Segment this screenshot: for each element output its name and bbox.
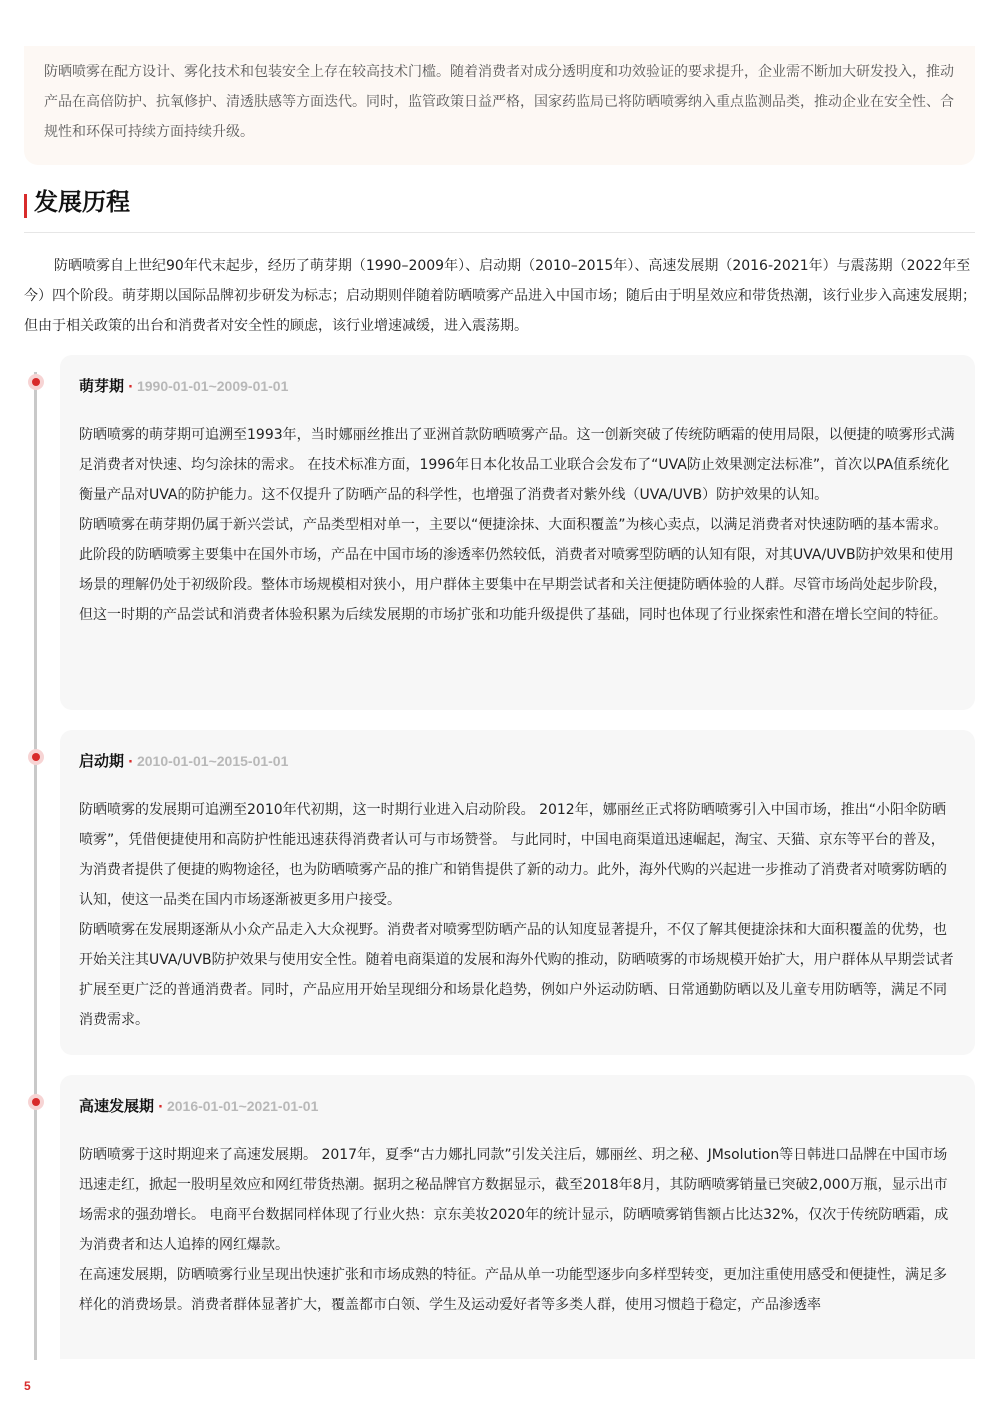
phase-name: 启动期 <box>79 752 125 770</box>
phase-separator: · <box>128 380 133 395</box>
phase-date: 2016-01-01~2021-01-01 <box>166 1098 319 1114</box>
section-title: 发展历程 <box>34 188 130 216</box>
timeline-line <box>34 372 37 1360</box>
phase-name: 高速发展期 <box>79 1097 155 1115</box>
timeline-dot-icon <box>28 1094 44 1110</box>
phase-separator: · <box>158 1100 163 1115</box>
timeline-dot-icon <box>28 374 44 390</box>
phase-card <box>60 1075 975 1359</box>
phase-paragraph: 防晒喷雾于这时期迎来了高速发展期。 2017年，夏季“古力娜扎同款”引发关注后，娜丽丝、玥之秘、JMsolution等日韩进口品牌在中国市场迅速走红，掀起一股明星效应和网红带货热潮。据玥之秘品牌官方数据显示，截至2018年8月，其防晒喷雾销量已突破2,000万瓶，显示出市场需求的强劲增长。 电商平台数据同样体现了行业火热：京东美妆2020年的统计显示，防晒喷雾销售额占比达32%，仅次于传统防晒霜，成为消费者和达人追捧的网红爆款。 <box>79 1147 949 1253</box>
phase-paragraph: 防晒喷雾在发展期逐渐从小众产品走入大众视野。消费者对喷雾型防晒产品的认知度显著提升，不仅了解其便捷涂抹和大面积覆盖的优势，也开始关注其UVA/UVB防护效果与使用安全性。随着电商渠道的发展和海外代购的推动，防晒喷雾的市场规模开始扩大，用户群体从早期尝试者扩展至更广泛的普通消费者。同时，产品应用开始呈现细分和场景化趋势，例如户外运动防晒、日常通勤防晒以及儿童专用防晒等，满足不同消费需求。 <box>79 922 954 1028</box>
intro-box <box>24 46 975 165</box>
phase-body <box>79 1140 955 1320</box>
page-number: 5 <box>24 1379 31 1393</box>
phase-header <box>79 1094 955 1118</box>
phase-paragraph: 防晒喷雾在萌芽期仍属于新兴尝试，产品类型相对单一，主要以“便捷涂抹、大面积覆盖”为核心卖点，以满足消费者对快速防晒的基本需求。此阶段的防晒喷雾主要集中在国外市场，产品在中国市场的渗透率仍然较低，消费者对喷雾型防晒的认知有限，对其UVA/UVB防护效果和使用场景的理解仍处于初级阶段。整体市场规模相对狭小，用户群体主要集中在早期尝试者和关注便捷防晒体验的人群。尽管市场尚处起步阶段，但这一时期的产品尝试和消费者体验积累为后续发展期的市场扩张和功能升级提供了基础，同时也体现了行业探索性和潜在增长空间的特征。 <box>79 517 954 623</box>
phase-separator: · <box>128 755 133 770</box>
phase-card <box>60 355 975 710</box>
phase-header <box>79 749 955 773</box>
section-header <box>24 184 975 233</box>
section-accent-bar <box>24 194 27 218</box>
intro-text: 防晒喷雾在配方设计、雾化技术和包装安全上存在较高技术门槛。随着消费者对成分透明度和功效验证的要求提升，企业需不断加大研发投入，推动产品在高倍防护、抗氧修护、清透肤感等方面迭代。同时，监管政策日益严格，国家药监局已将防晒喷雾纳入重点监测品类，推动企业在安全性、合规性和环保可持续方面持续升级。 <box>44 64 954 140</box>
phase-date: 2010-01-01~2015-01-01 <box>136 753 289 769</box>
phase-date: 1990-01-01~2009-01-01 <box>136 378 289 394</box>
timeline-dot-icon <box>28 749 44 765</box>
phase-paragraph: 防晒喷雾的发展期可追溯至2010年代初期，这一时期行业进入启动阶段。 2012年，娜丽丝正式将防晒喷雾引入中国市场，推出“小阳伞防晒喷雾”，凭借便捷使用和高防护性能迅速获得消费者认可与市场赞誉。 与此同时，中国电商渠道迅速崛起，淘宝、天猫、京东等平台的普及，为消费者提供了便捷的购物途径，也为防晒喷雾产品的推广和销售提供了新的动力。此外，海外代购的兴起进一步推动了消费者对喷雾防晒的认知，使这一品类在国内市场逐渐被更多用户接受。 <box>79 802 947 908</box>
phase-body <box>79 795 955 1035</box>
phase-card <box>60 730 975 1055</box>
phase-body <box>79 420 955 630</box>
phase-header <box>79 374 955 398</box>
phase-paragraph: 在高速发展期，防晒喷雾行业呈现出快速扩张和市场成熟的特征。产品从单一功能型逐步向多样型转变，更加注重使用感受和便捷性，满足多样化的消费场景。消费者群体显著扩大，覆盖都市白领、学生及运动爱好者等多类人群，使用习惯趋于稳定，产品渗透率 <box>79 1267 947 1313</box>
phase-name: 萌芽期 <box>79 377 125 395</box>
phase-paragraph: 防晒喷雾的萌芽期可追溯至1993年，当时娜丽丝推出了亚洲首款防晒喷雾产品。这一创新突破了传统防晒霜的使用局限，以便捷的喷雾形式满足消费者对快速、均匀涂抹的需求。 在技术标准方面，1996年日本化妆品工业联合会发布了“UVA防止效果测定法标准”，首次以PA值系统化衡量产品对UVA的防护能力。这不仅提升了防晒产品的科学性，也增强了消费者对紫外线（UVA/UVB）防护效果的认知。 <box>79 427 955 503</box>
section-overview: 防晒喷雾自上世纪90年代末起步，经历了萌芽期（1990–2009年）、启动期（2010–2015年）、高速发展期（2016-2021年）与震荡期（2022年至今）四个阶段。萌芽期以国际品牌初步研发为标志；启动期则伴随着防晒喷雾产品进入中国市场；随后由于明星效应和带货热潮，该行业步入高速发展期；但由于相关政策的出台和消费者对安全性的顾虑，该行业增速减缓，进入震荡期。 <box>24 258 976 334</box>
